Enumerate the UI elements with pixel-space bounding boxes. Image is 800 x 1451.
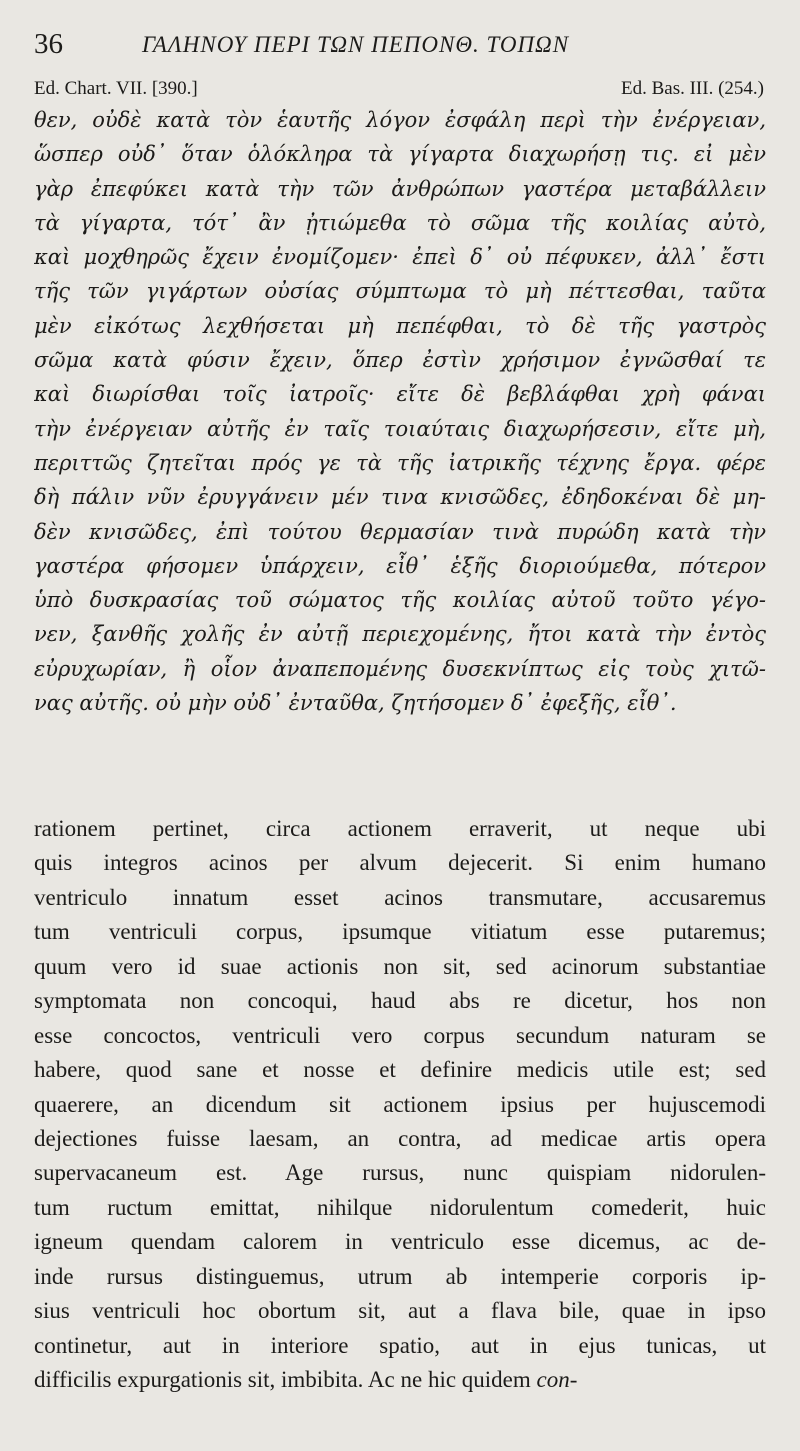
latin-line: quis integros acinos per alvum dejecerit. Si enim humano (34, 850, 766, 876)
latin-last-word: con- (536, 1367, 578, 1392)
greek-line: νεν, ξανθῆς χολῆς ἐν αὐτῇ περιεχομένης, ἤτοι κατὰ τὴν ἐντὸς (34, 622, 766, 647)
greek-line: καὶ διωρίσθαι τοῖς ἰατροῖς· εἴτε δὲ βεβλάφθαι χρὴ φάναι (34, 382, 766, 407)
latin-line: tum ructum emittat, nihilque nidorulentum comederit, huic (34, 1194, 766, 1220)
latin-line: ventriculo innatum esset acinos transmutare, accusaremus (34, 884, 766, 910)
greek-line: τῆς τῶν γιγάρτων οὐσίας σύμπτωμα τὸ μὴ πέττεσθαι, ταῦτα (34, 279, 766, 304)
greek-line: γὰρ ἐπεφύκει κατὰ τὴν τῶν ἀνθρώπων γαστέρα μεταβάλλειν (34, 176, 766, 201)
page-number: 36 (34, 28, 63, 60)
latin-line: quaerere, an dicendum sit actionem ipsius per hujuscemodi (34, 1091, 766, 1117)
greek-line: νας αὐτῆς. οὐ μὴν οὐδ᾽ ἐνταῦθα, ζητήσομεν δ᾽ ἐφεξῆς, εἶθ᾽. (34, 691, 677, 716)
edition-reference-right: Ed. Bas. III. (254.) (621, 78, 764, 99)
greek-line: εὐρυχωρίαν, ἢ οἷον ἀναπεπομένης δυσεκνίπτως εἰς τοὺς χιτῶ- (34, 656, 766, 681)
latin-line: igneum quendam calorem in ventriculo esse dicemus, ac de- (34, 1229, 766, 1255)
greek-line: δὲν κνισῶδες, ἐπὶ τούτου θερμασίαν τινὰ πυρώδη κατὰ τὴν (34, 519, 766, 544)
latin-line-text: difficilis expurgationis sit, imbibita. Ac ne hic quidem (34, 1367, 531, 1392)
greek-line: περιττῶς ζητεῖται πρός γε τὰ τῆς ἰατρικῆς τέχνης ἔργα. φέρε (34, 450, 766, 475)
latin-line: dejectiones fuisse laesam, an contra, ad medicae artis opera (34, 1125, 766, 1151)
latin-line: tum ventriculi corpus, ipsumque vitiatum esse putaremus; (34, 919, 766, 945)
greek-line: ὑπὸ δυσκρασίας τοῦ σώματος τῆς κοιλίας αὐτοῦ τοῦτο γέγο- (34, 588, 766, 613)
running-header (34, 28, 764, 68)
latin-line: inde rursus distinguemus, utrum ab intemperie corporis ip- (34, 1263, 766, 1289)
latin-line: rationem pertinet, circa actionem erraverit, ut neque ubi (34, 816, 766, 841)
latin-line: continetur, aut in interiore spatio, aut in ejus tunicas, ut (34, 1332, 766, 1358)
greek-line: ὥσπερ οὐδ᾽ ὅταν ὁλόκληρα τὰ γίγαρτα διαχωρήσῃ τις. εἰ μὲν (34, 142, 766, 167)
latin-line: supervacaneum est. Age rursus, nunc quispiam nidorulen- (34, 1160, 766, 1186)
greek-line: μὲν εἰκότως λεχθήσεται μὴ πεπέφθαι, τὸ δὲ τῆς γαστρὸς (34, 313, 766, 338)
edition-reference-left: Ed. Chart. VII. [390.] (34, 78, 198, 99)
greek-line: τὰ γίγαρτα, τότ᾽ ἂν ᾐτιώμεθα τὸ σῶμα τῆς κοιλίας αὐτὸ, (34, 210, 766, 235)
greek-line: θεν, οὐδὲ κατὰ τὸν ἑαυτῆς λόγον ἐσφάλη περὶ τὴν ἐνέργειαν, (34, 108, 766, 132)
running-title: ΓΑΛΗΝΟΥ ΠΕΡΙ ΤΩΝ ΠΕΠΟΝΘ. ΤΟΠΩΝ (142, 32, 570, 57)
latin-line (34, 1363, 766, 1397)
latin-text-block (34, 812, 766, 1397)
latin-line: esse concoctos, ventriculi vero corpus secundum naturam se (34, 1022, 766, 1048)
greek-line: καὶ μοχθηρῶς ἔχειν ἐνομίζομεν· ἐπεὶ δ᾽ οὐ πέφυκεν, ἀλλ᾽ ἔστι (34, 245, 766, 270)
greek-line: σῶμα κατὰ φύσιν ἔχειν, ὅπερ ἐστὶν χρήσιμον ἐγνῶσθαί τε (34, 348, 766, 373)
greek-line: τὴν ἐνέργειαν αὐτῆς ἐν ταῖς τοιαύταις διαχωρήσεσιν, εἴτε μὴ, (34, 416, 766, 441)
latin-line: quum vero id suae actionis non sit, sed acinorum substantiae (34, 953, 766, 979)
latin-line: symptomata non concoqui, haud abs re dicetur, hos non (34, 988, 766, 1014)
latin-line: sius ventriculi hoc obortum sit, aut a flava bile, quae in ipso (34, 1298, 766, 1324)
latin-line: habere, quod sane et nosse et definire medicis utile est; sed (34, 1057, 766, 1083)
greek-line: γαστέρα φήσομεν ὑπάρχειν, εἶθ᾽ ἑξῆς διοριούμεθα, πότερον (34, 553, 766, 578)
greek-text-block (34, 103, 766, 720)
greek-line: δὴ πάλιν νῦν ἐρυγγάνειν μέν τινα κνισῶδες, ἐδηδοκέναι δὲ μη- (34, 485, 766, 510)
